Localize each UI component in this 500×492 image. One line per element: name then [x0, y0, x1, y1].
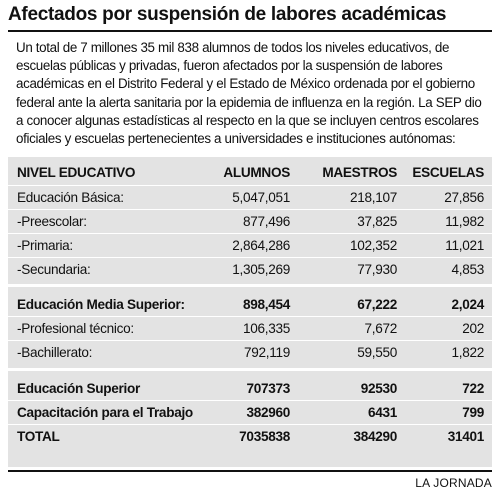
escuelas-value: 11,982 — [445, 214, 484, 229]
maestros-value: 7,672 — [364, 321, 397, 336]
escuelas-value: 799 — [462, 405, 484, 420]
row-divider — [8, 424, 492, 425]
intro-paragraph: Un total de 7 millones 35 mil 838 alumnos de todos los niveles educativos, de escuelas públicas y privadas, fueron afectados por la suspensión de labores académicas en el Distrito Federal y el Estado de México ordenada por el gobierno federal ante la alerta sanitaria por la epidemia de influenza en la región. La SEP dio a conocer algunas estadísticas al respecto en la que se incluyen centros escolares oficiales y escuelas pertenecientes a universidades e instituciones autónomas: — [16, 40, 482, 147]
alumnos-value: 382960 — [246, 405, 290, 420]
row-divider — [8, 400, 492, 401]
total-row — [8, 426, 492, 448]
group-separator — [8, 368, 492, 371]
bottom-divider — [8, 470, 492, 472]
maestros-value: 102,352 — [349, 238, 397, 253]
table-row — [8, 294, 492, 316]
row-label: -Bachillerato: — [17, 345, 93, 360]
maestros-value: 77,930 — [357, 262, 397, 277]
page-title: Afectados por suspensión de labores académicas — [8, 4, 447, 25]
row-label: Educación Básica: — [17, 190, 124, 205]
table-row — [8, 342, 492, 364]
row-divider — [8, 209, 492, 210]
row-divider — [8, 316, 492, 317]
table-row — [8, 378, 492, 400]
row-divider — [8, 257, 492, 258]
header-maestros: MAESTROS — [322, 165, 397, 180]
row-label: -Secundaria: — [17, 262, 91, 277]
alumnos-value: 792,119 — [243, 345, 290, 360]
source-credit: LA JORNADA — [415, 476, 492, 490]
escuelas-value: 27,856 — [444, 190, 484, 205]
escuelas-value: 4,853 — [451, 262, 484, 277]
alumnos-value: 707373 — [246, 381, 290, 396]
row-label: Educación Superior — [17, 381, 141, 396]
maestros-value: 92530 — [360, 381, 397, 396]
escuelas-value: 2,024 — [451, 297, 484, 312]
escuelas-value: 722 — [462, 381, 484, 396]
table-row — [8, 318, 492, 340]
group-separator — [8, 284, 492, 287]
maestros-value: 6431 — [367, 405, 397, 420]
maestros-value: 218,107 — [349, 190, 397, 205]
row-label: -Profesional técnico: — [17, 321, 134, 336]
row-label: TOTAL — [17, 429, 60, 444]
alumnos-value: 1,305,269 — [232, 262, 290, 277]
maestros-value: 67,222 — [357, 297, 397, 312]
escuelas-value: 31401 — [447, 429, 484, 444]
row-label: -Preescolar: — [17, 214, 87, 229]
row-divider — [8, 233, 492, 234]
alumnos-value: 106,335 — [242, 321, 290, 336]
escuelas-value: 11,021 — [445, 238, 484, 253]
maestros-value: 37,825 — [357, 214, 397, 229]
header-escuelas: ESCUELAS — [412, 165, 484, 180]
alumnos-value: 877,496 — [242, 214, 290, 229]
header-divider — [8, 185, 492, 186]
alumnos-value: 7035838 — [239, 429, 290, 444]
table-header-row — [8, 162, 492, 184]
alumnos-value: 5,047,051 — [232, 190, 290, 205]
table-row — [8, 402, 492, 424]
alumnos-value: 898,454 — [242, 297, 290, 312]
header-nivel-educativo: NIVEL EDUCATIVO — [17, 165, 136, 180]
table-row — [8, 187, 492, 209]
table-row — [8, 259, 492, 281]
row-label: Capacitación para el Trabajo — [17, 405, 193, 420]
row-divider — [8, 340, 492, 341]
escuelas-value: 1,822 — [451, 345, 484, 360]
table-row — [8, 211, 492, 233]
maestros-value: 384290 — [353, 429, 397, 444]
maestros-value: 59,550 — [357, 345, 397, 360]
header-alumnos: ALUMNOS — [223, 165, 290, 180]
row-label: Educación Media Superior: — [17, 297, 185, 312]
alumnos-value: 2,864,286 — [232, 238, 290, 253]
escuelas-value: 202 — [462, 321, 484, 336]
table-row — [8, 235, 492, 257]
title-divider — [8, 30, 492, 32]
row-label: -Primaria: — [17, 238, 73, 253]
